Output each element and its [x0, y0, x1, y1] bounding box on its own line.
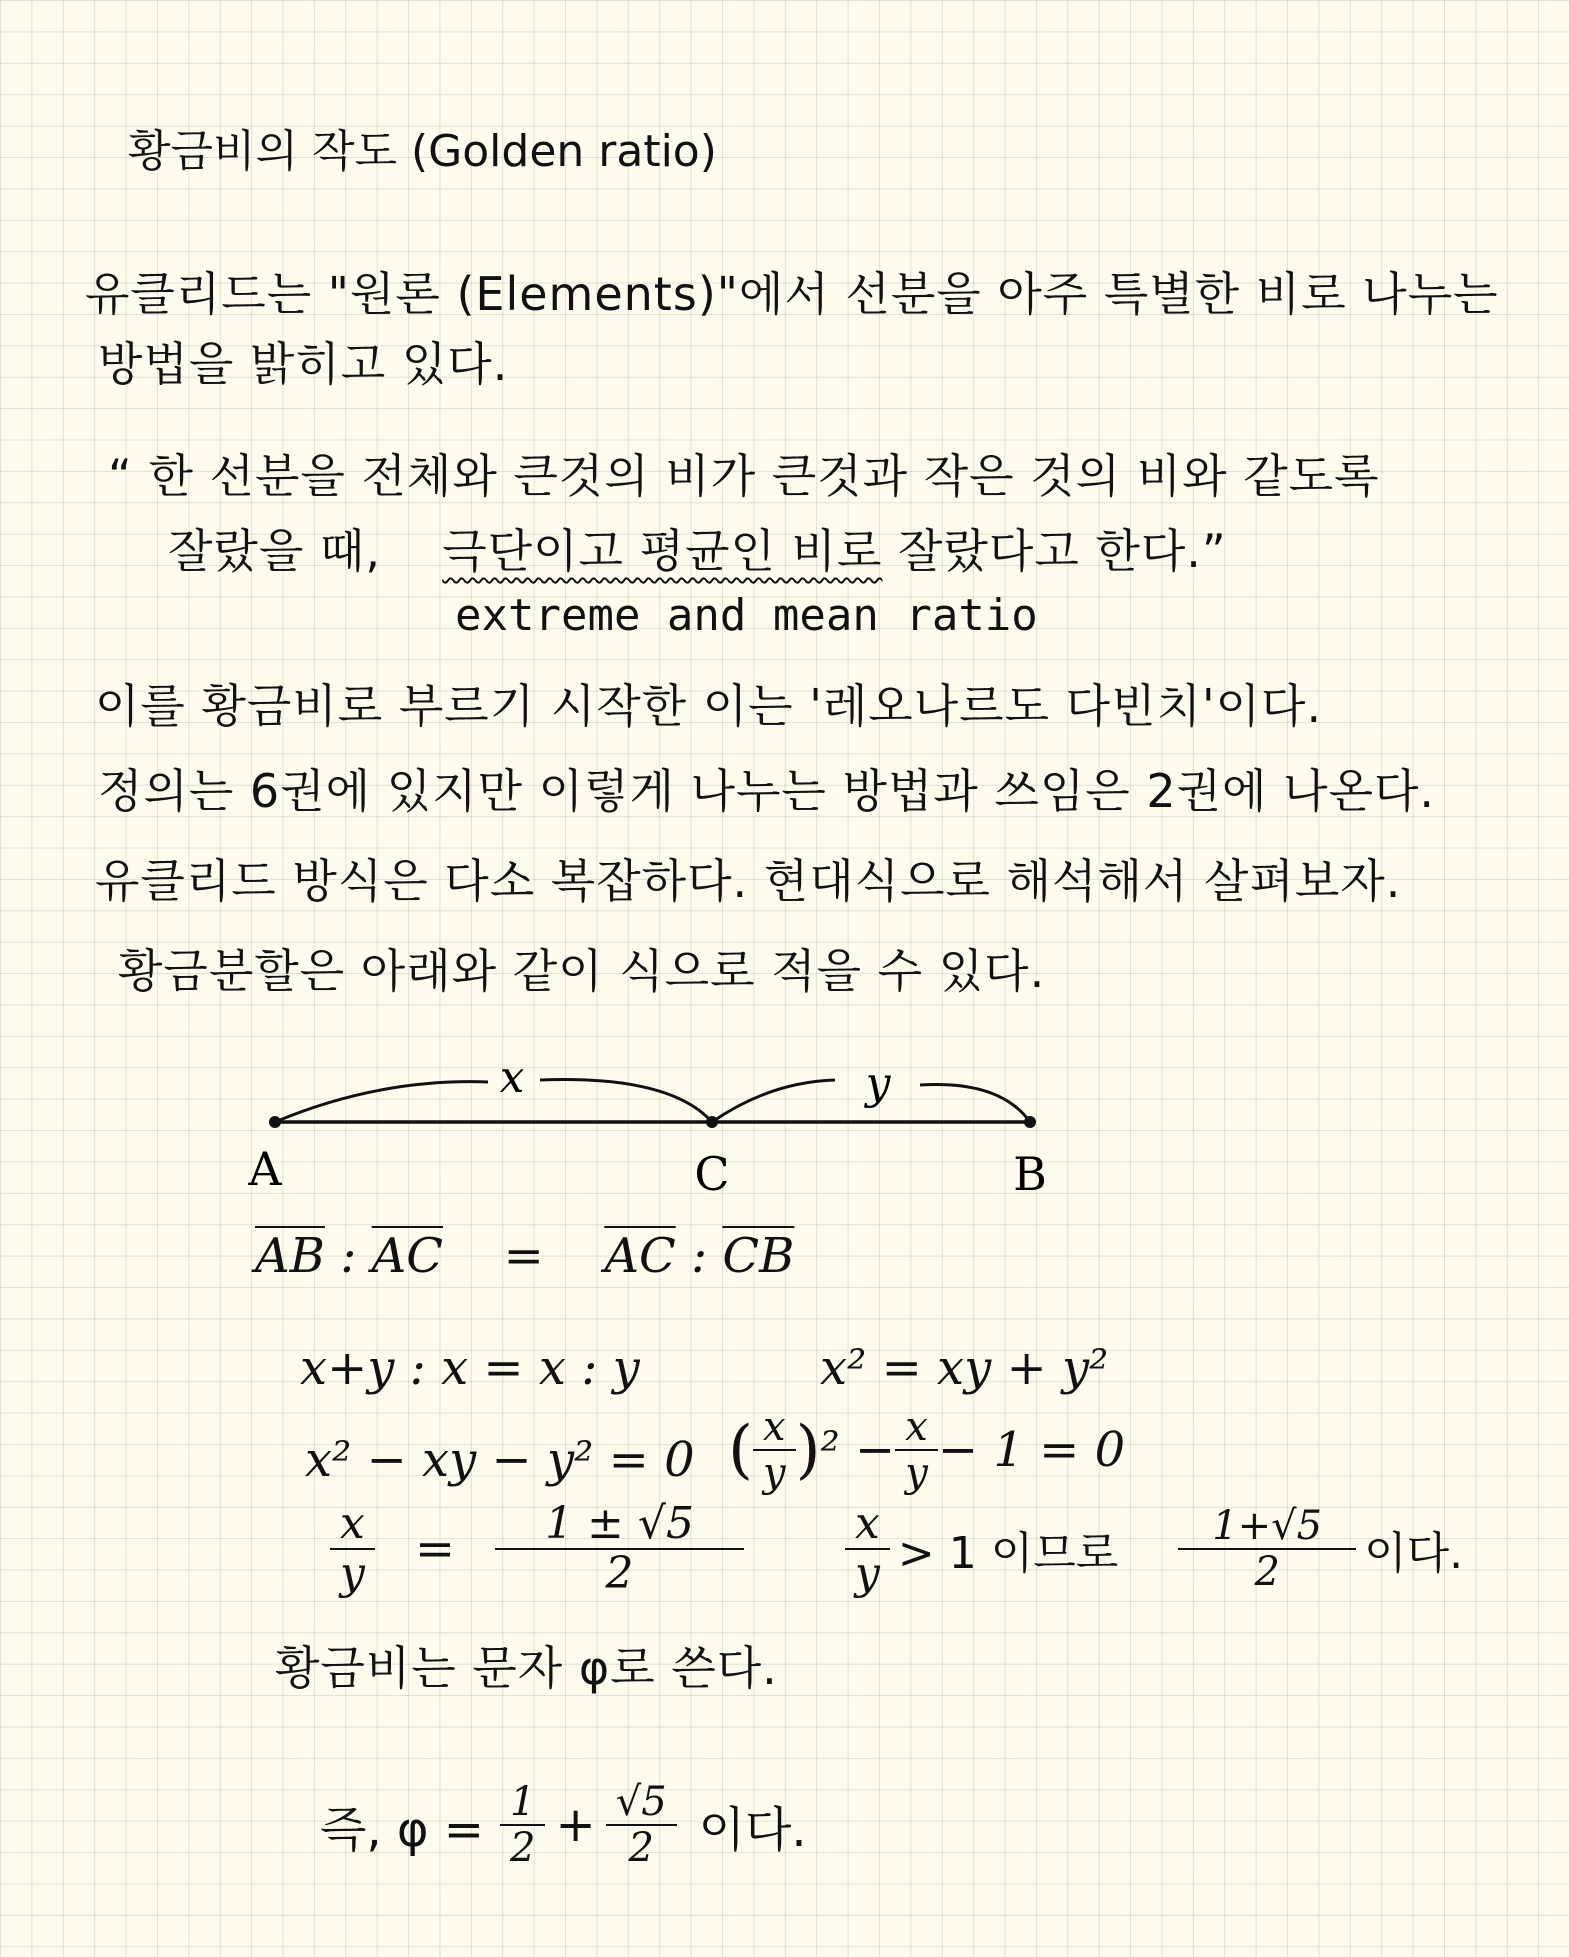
page-title: 황금비의 작도 (Golden ratio): [128, 126, 717, 177]
ratio-colon-2: :: [690, 1228, 708, 1284]
minus-one-equals-zero: − 1 = 0: [937, 1422, 1126, 1478]
arc-cb-right: [920, 1084, 1030, 1122]
final-prefix: 즉, φ =: [320, 1801, 485, 1858]
label-point-c: C: [694, 1147, 730, 1201]
body-line-4: 황금분할은 아래와 같이 식으로 적을 수 있다.: [118, 944, 1046, 998]
equation-solution: [330, 1500, 744, 1599]
overline-ac-1: $\overline{AC}$: [371, 1228, 444, 1284]
final-plus: +: [555, 1797, 596, 1853]
solution-lhs-fraction: $\frac{x}{y}$: [330, 1500, 375, 1599]
arc-cb-left: [712, 1080, 835, 1122]
squared-minus: ² −: [820, 1422, 896, 1478]
equation-proportion: x+y : x = x : y: [300, 1340, 640, 1396]
quote-line-1: “ 한 선분을 전체와 큰것의 비가 큰것과 작은 것의 비와 같도록: [108, 449, 1380, 503]
overline-ac-2: $\overline{AC}$: [604, 1228, 676, 1284]
solution-equals: =: [414, 1521, 456, 1578]
condition-tail: 이다.: [1364, 1528, 1464, 1580]
final-result: [320, 1780, 807, 1870]
ratio-colon-1: :: [340, 1228, 357, 1284]
ratio-fraction-2: $\frac{x}{y}$: [895, 1405, 938, 1495]
golden-ratio-fraction: $\frac{1+√5}{2}$: [1178, 1504, 1356, 1594]
close-paren: ): [795, 1413, 821, 1487]
overline-cb: $\overline{CB}$: [722, 1228, 795, 1284]
english-translation: extreme and mean ratio: [455, 590, 1038, 641]
segment-ratio-equation: [255, 1228, 794, 1284]
intro-line-2: 방법을 밝히고 있다.: [98, 337, 509, 391]
quote-line-2-prefix: 잘랐을 때,: [168, 524, 381, 578]
intro-line-1: 유클리드는 "원론 (Elements)"에서 선분을 아주 특별한 비로 나누는: [85, 267, 1499, 321]
ratio-fraction-1: $\frac{x}{y}$: [753, 1405, 796, 1495]
equation-ratio-quadratic: [728, 1405, 1125, 1495]
label-point-b: B: [1013, 1147, 1047, 1201]
ratio-equals: =: [503, 1228, 544, 1284]
half-fraction: $\frac{1}{2}$: [500, 1780, 545, 1870]
label-y: y: [865, 1058, 891, 1109]
body-line-1: 이를 황금비로 부르기 시작한 이는 '레오나르도 다빈치'이다.: [95, 679, 1323, 733]
equation-quadratic: x² − xy − y² = 0: [305, 1432, 695, 1488]
body-line-2: 정의는 6권에 있지만 이렇게 나누는 방법과 쓰임은 2권에 나온다.: [98, 764, 1436, 818]
label-point-a: A: [248, 1142, 282, 1196]
root-fraction: $\frac{√5}{2}$: [606, 1780, 677, 1870]
final-tail: 이다.: [698, 1801, 807, 1858]
segment-diagram: [230, 1050, 1070, 1220]
equation-square: x² = xy + y²: [820, 1340, 1109, 1396]
quote-line-2-suffix: 잘랐다고 한다.”: [898, 524, 1227, 578]
overline-ab: $\overline{AB}$: [255, 1228, 325, 1284]
label-x: x: [499, 1052, 525, 1103]
quote-underlined-phrase: 극단이고 평균인 비로: [442, 524, 883, 578]
body-line-3: 유클리드 방식은 다소 복잡하다. 현대식으로 해석해서 살펴보자.: [95, 854, 1402, 908]
solution-rhs-fraction: $\frac{1 \pm √5}{2}$: [495, 1500, 744, 1599]
arc-ac-right: [540, 1080, 712, 1122]
equation-condition: [845, 1500, 1463, 1599]
open-paren: (: [728, 1413, 753, 1487]
phi-definition-line: 황금비는 문자 φ로 쓴다.: [275, 1641, 778, 1695]
condition-text: > 1 이므로: [897, 1528, 1119, 1580]
arc-ac-left: [275, 1082, 488, 1122]
condition-fraction: $\frac{x}{y}$: [845, 1500, 890, 1599]
quote-line-2: [168, 515, 1227, 581]
